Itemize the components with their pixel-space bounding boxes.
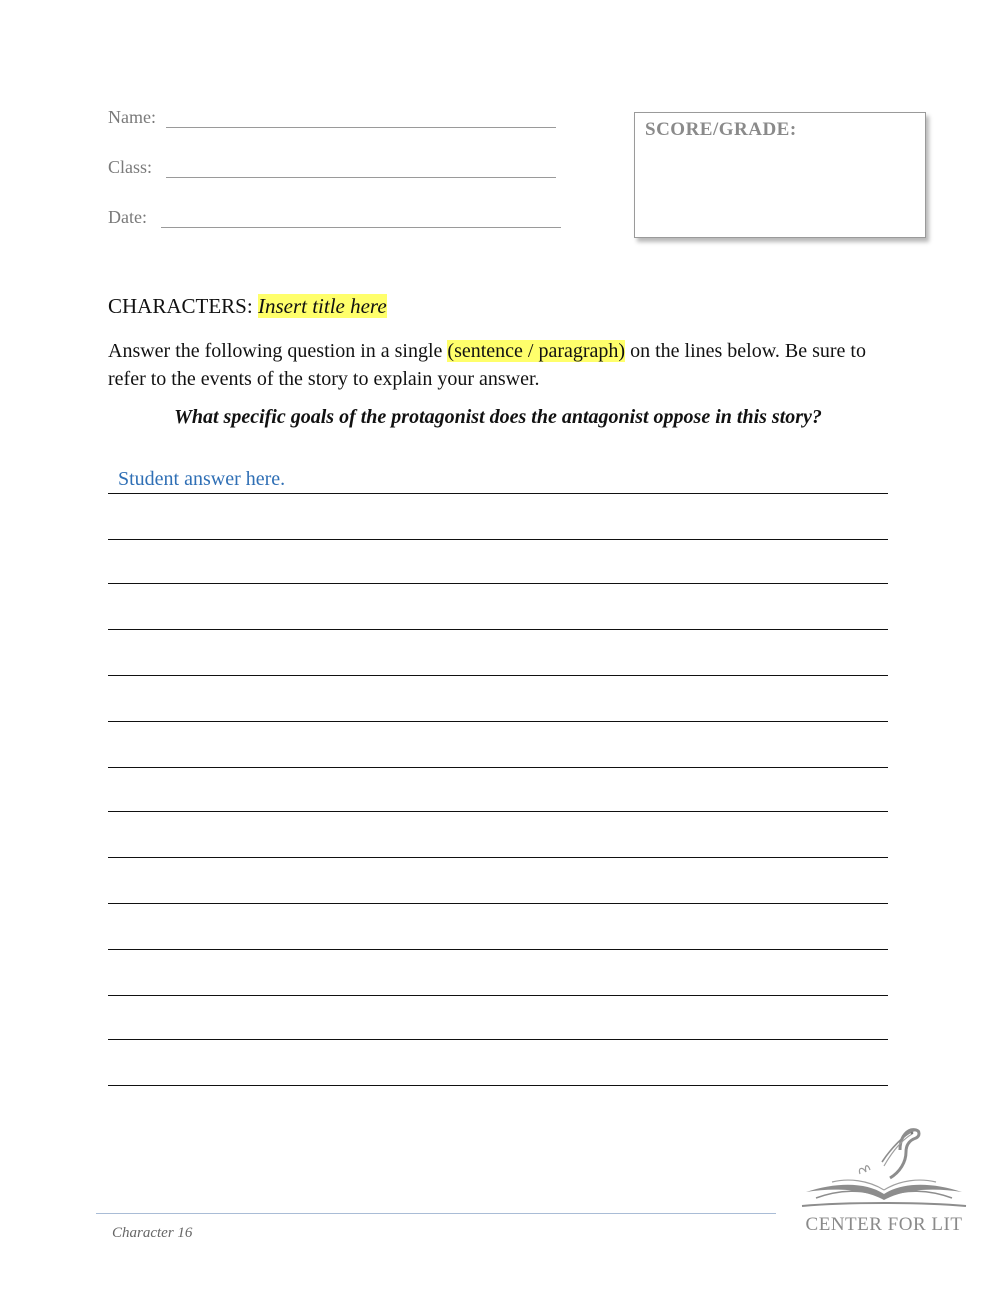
class-label: Class: <box>108 157 153 177</box>
instructions-highlight: (sentence / paragraph) <box>447 340 626 362</box>
pelican-on-open-book-icon <box>796 1122 972 1214</box>
name-label: Name: <box>108 107 156 127</box>
answer-line[interactable] <box>108 675 888 676</box>
instructions-text-start: Answer the following question in a single <box>108 340 443 362</box>
heading-prefix: CHARACTERS: <box>108 294 253 318</box>
name-field-line[interactable] <box>166 127 556 128</box>
answer-line[interactable] <box>108 857 888 858</box>
class-field-line[interactable] <box>166 177 556 178</box>
answer-line[interactable] <box>108 539 888 540</box>
score-grade-label: SCORE/GRADE: <box>645 119 797 140</box>
answer-line[interactable] <box>108 1039 888 1040</box>
answer-line[interactable] <box>108 583 888 584</box>
student-answer-text[interactable]: Student answer here. <box>118 468 286 490</box>
answer-line[interactable] <box>108 949 888 950</box>
answer-line[interactable] <box>108 493 888 494</box>
footer-page-label: Character 16 <box>112 1225 193 1241</box>
date-field-line[interactable] <box>161 227 561 228</box>
answer-line[interactable] <box>108 721 888 722</box>
answer-line[interactable] <box>108 767 888 768</box>
center-for-lit-logo <box>796 1122 972 1242</box>
instructions-text-end: on the lines below. Be sure to refer to the events of the story to explain your answer. <box>108 340 866 390</box>
logo-text: CENTER FOR LIT <box>805 1214 963 1235</box>
answer-line[interactable] <box>108 811 888 812</box>
answer-line[interactable] <box>108 995 888 996</box>
answer-line[interactable] <box>108 1085 888 1086</box>
title-placeholder[interactable]: Insert title here <box>257 294 387 318</box>
answer-line[interactable] <box>108 629 888 630</box>
instructions-paragraph <box>108 337 888 393</box>
date-label: Date: <box>108 207 147 227</box>
score-grade-box <box>634 112 926 238</box>
answer-line[interactable] <box>108 903 888 904</box>
section-heading <box>108 294 387 319</box>
footer-rule <box>96 1213 776 1214</box>
question-text: What specific goals of the protagonist does the antagonist oppose in this story? <box>174 406 822 428</box>
